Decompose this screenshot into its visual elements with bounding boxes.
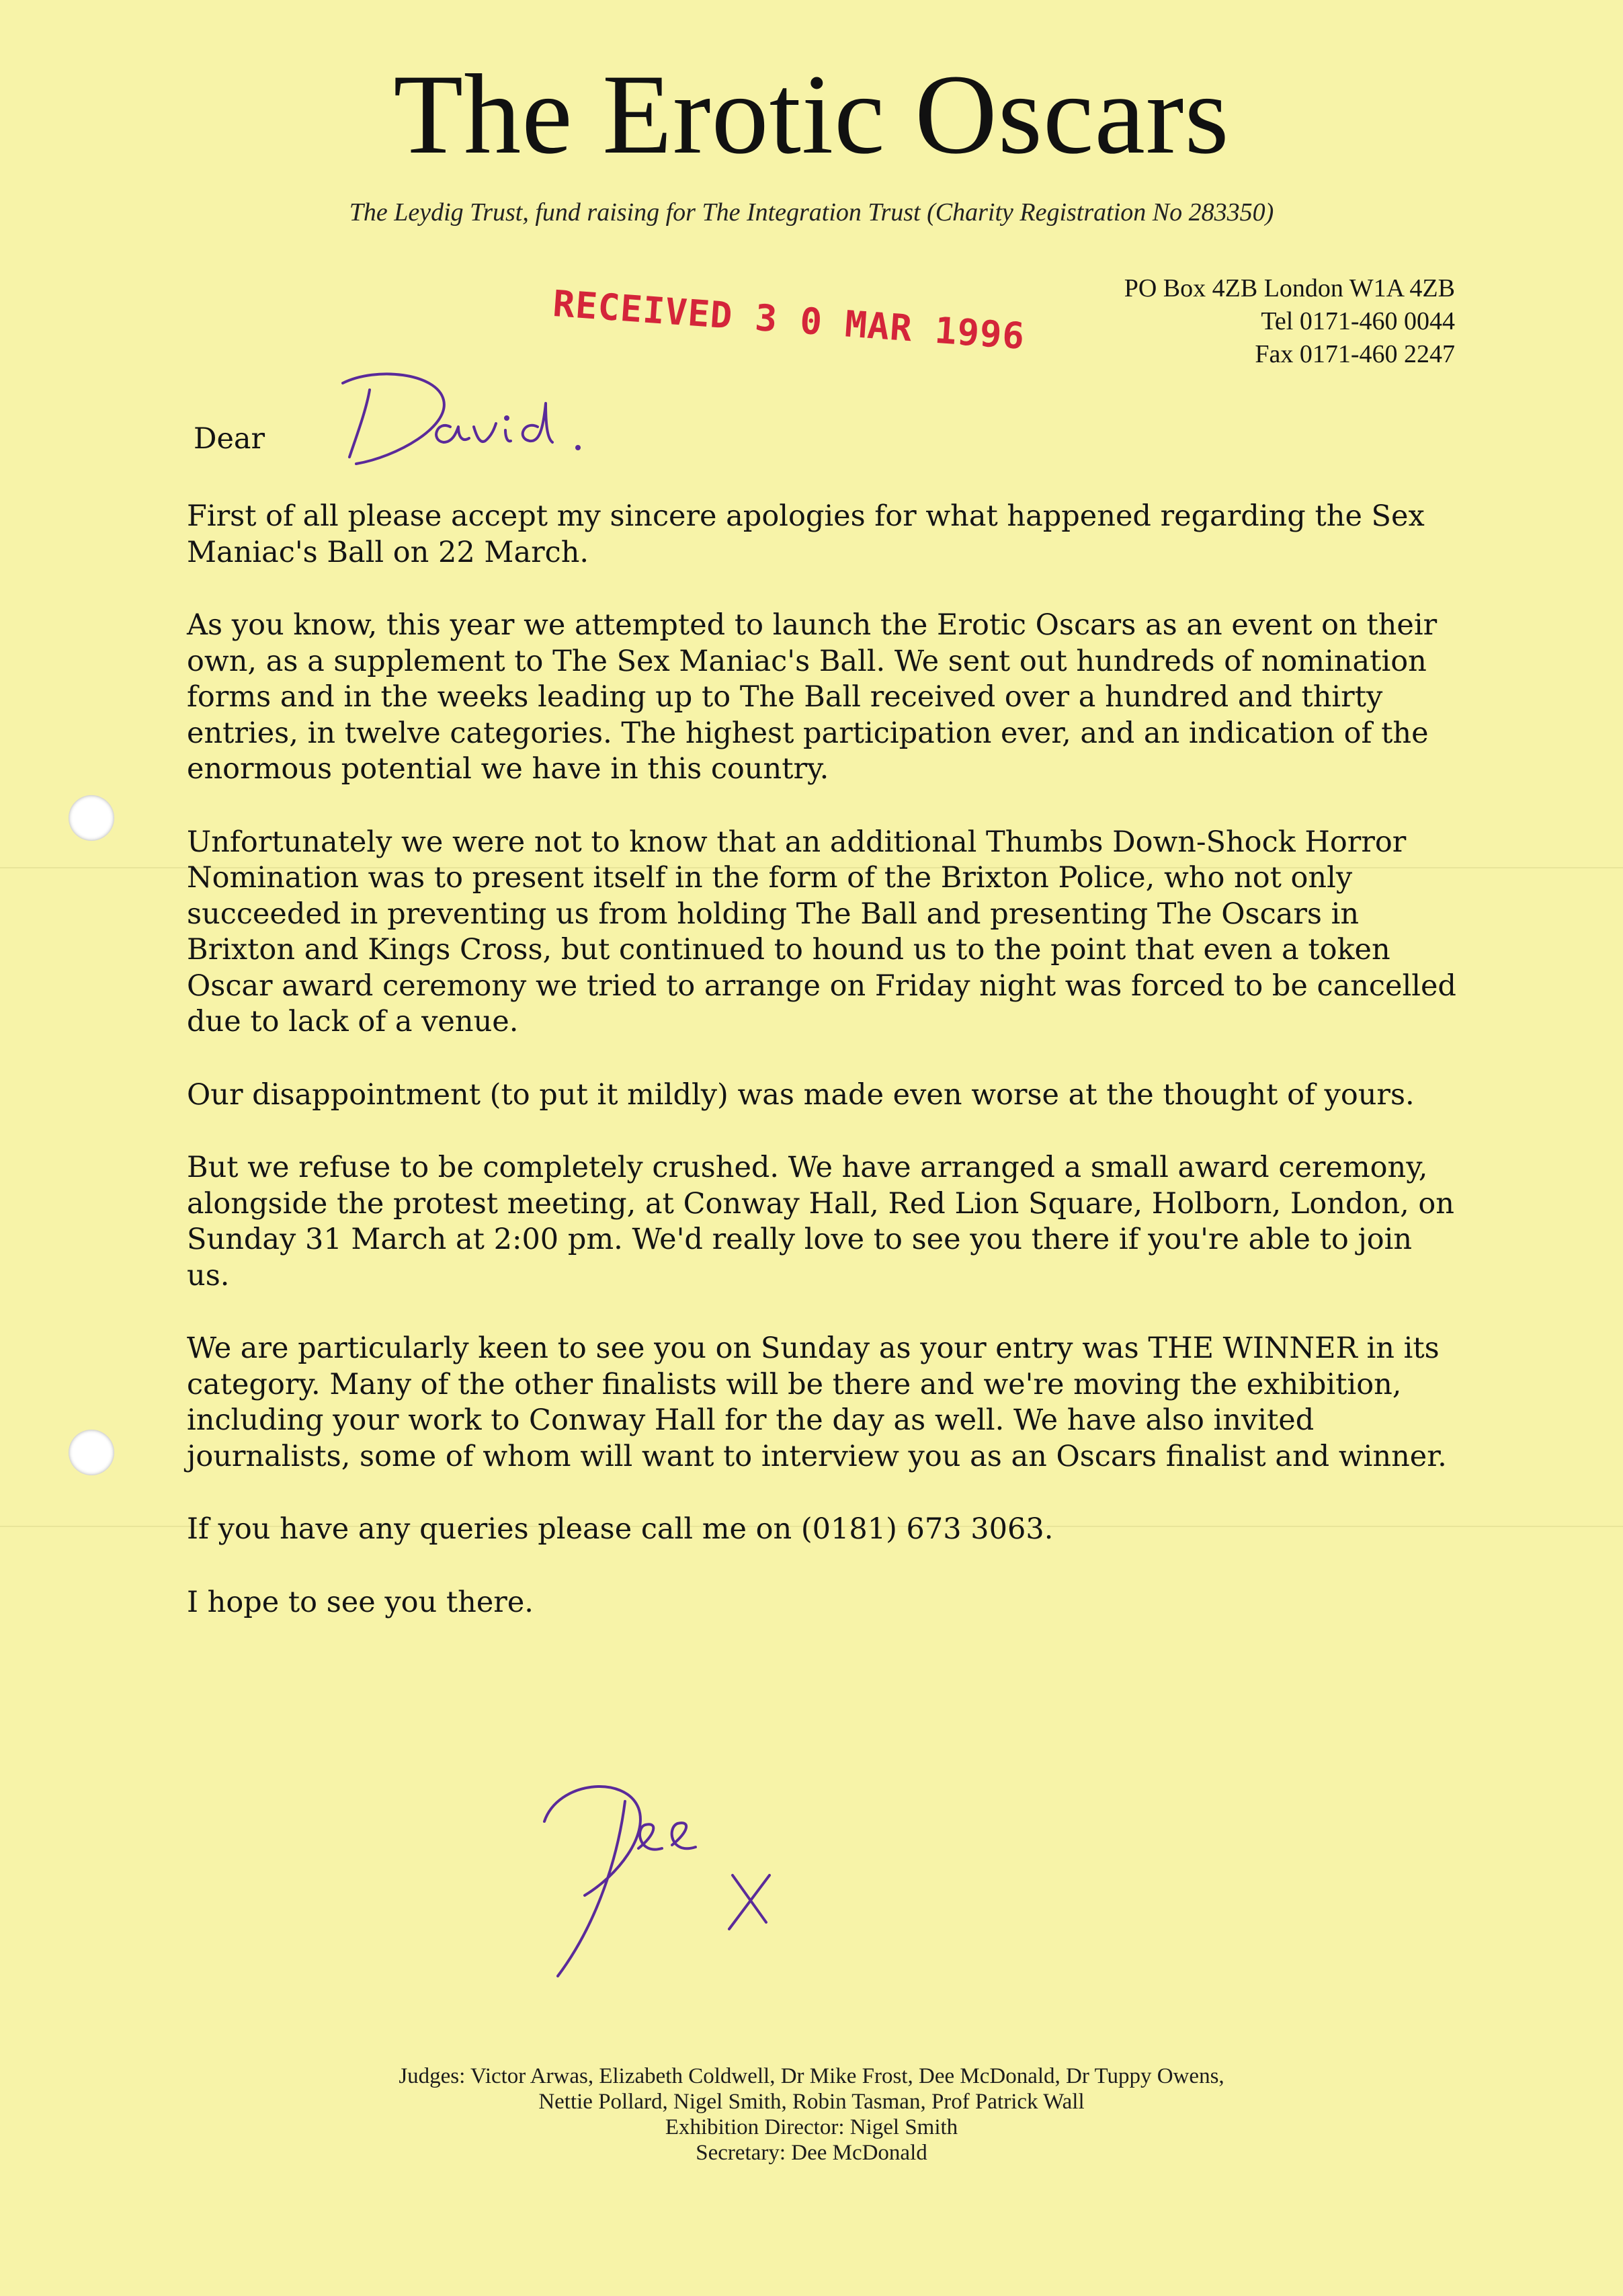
punch-hole <box>69 795 114 841</box>
footer-judges-line: Nettie Pollard, Nigel Smith, Robin Tasman, Prof Patrick Wall <box>538 2090 1085 2114</box>
salutation: Dear <box>194 422 265 456</box>
letterhead-subtitle: The Leydig Trust, fund raising for The Integration Trust (Charity Registration No 283350) <box>349 198 1274 227</box>
footer-judges-line: Judges: Victor Arwas, Elizabeth Coldwell, Dr Mike Frost, Dee McDonald, Dr Tuppy Owens, <box>399 2064 1224 2088</box>
paragraph-queries: If you have any queries please call me on (0181) 673 3063. <box>187 1512 1054 1546</box>
letter-body <box>187 499 1464 1657</box>
paragraph-ceremony: But we refuse to be completely crushed. We have arranged a small award ceremony, alongside the protest meeting, at Conway Hall, Red Lion Square, Holborn, London, on Sunday 31 March at 2:00 pm. We'd really love to see you there if you're able to join us. <box>187 1151 1454 1293</box>
fax-line: Fax 0171-460 2247 <box>1255 340 1455 368</box>
signature <box>538 1761 860 2016</box>
punch-hole <box>69 1430 114 1475</box>
received-stamp: RECEIVED 3 0 MAR 1996 <box>551 282 1027 358</box>
paragraph-apology: First of all please accept my sincere apologies for what happened regarding the Sex Maniac's Ball on 22 March. <box>187 499 1425 569</box>
sender-address <box>1124 272 1455 371</box>
footer-credits <box>0 2063 1623 2166</box>
paragraph-closing: I hope to see you there. <box>187 1585 534 1619</box>
paragraph-disappointment: Our disappointment (to put it mildly) was made even worse at the thought of yours. <box>187 1077 1415 1112</box>
footer-exhibition-director: Exhibition Director: Nigel Smith <box>665 2115 958 2139</box>
phone-line: Tel 0171-460 0044 <box>1261 307 1455 335</box>
letterhead-title: The Erotic Oscars <box>393 51 1230 177</box>
handwritten-name <box>336 363 632 491</box>
address-line: PO Box 4ZB London W1A 4ZB <box>1124 274 1455 302</box>
footer-secretary: Secretary: Dee McDonald <box>696 2141 927 2165</box>
paragraph-winner: We are particularly keen to see you on Sunday as your entry was THE WINNER in its category. Many of the other finalists will be there and we're moving the exhibition, including your work to Conway Hall for the day as well. We have also invited journalists, some of whom will want to interview you as an Oscars finalist and winner. <box>187 1331 1447 1473</box>
paragraph-police: Unfortunately we were not to know that an additional Thumbs Down-Shock Horror Nomination was to present itself in the form of the Brixton Police, who not only succeeded in preventing us from holding The Ball and presenting The Oscars in Brixton and Kings Cross, but continued to hound us to the point that even a token Oscar award ceremony we tried to arrange on Friday night was forced to be cancelled due to lack of a venue. <box>187 825 1456 1038</box>
paragraph-launch: As you know, this year we attempted to launch the Erotic Oscars as an event on their own, as a supplement to The Sex Maniac's Ball. We sent out hundreds of nomination forms and in the weeks leading up to The Ball received over a hundred and thirty entries, in twelve categories. The highest participation ever, and an indication of the enormous potential we have in this country. <box>187 608 1438 786</box>
